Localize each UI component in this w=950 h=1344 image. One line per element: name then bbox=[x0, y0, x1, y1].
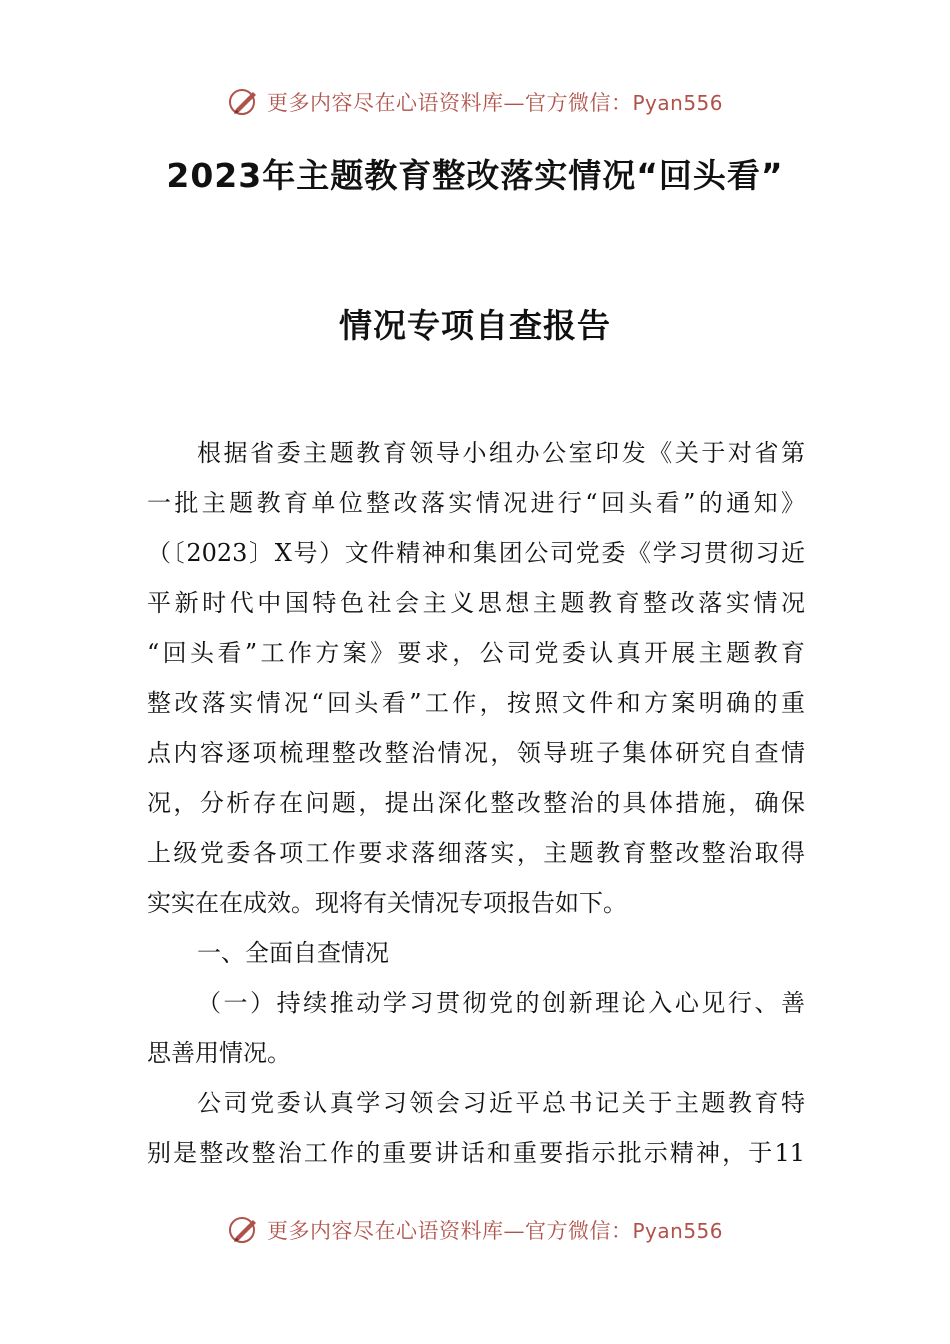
body-line: （〔2023〕X号）文件精神和集团公司党委《学习贯彻习近 bbox=[147, 539, 805, 567]
body-line: 平新时代中国特色社会主义思想主题教育整改落实情况 bbox=[147, 589, 805, 617]
body-line: 公司党委认真学习领会习近平总书记关于主题教育特 bbox=[197, 1089, 805, 1117]
watermark-id: Pyan556 bbox=[632, 91, 723, 115]
pen-logo-icon bbox=[227, 85, 261, 119]
document-body bbox=[147, 428, 805, 1178]
body-line: 整改落实情况“回头看”工作，按照文件和方案明确的重 bbox=[147, 689, 805, 717]
subsection-heading: （一）持续推动学习贯彻党的创新理论入心见行、善 bbox=[197, 989, 805, 1017]
document-title-line1: 2023年主题教育整改落实情况“回头看” bbox=[166, 156, 784, 195]
pen-logo-icon bbox=[227, 1213, 261, 1247]
watermark-header bbox=[0, 82, 950, 122]
body-line: 上级党委各项工作要求落细落实，主题教育整改整治取得 bbox=[147, 839, 805, 867]
body-line: 思善用情况。 bbox=[147, 1039, 291, 1067]
body-line: 一批主题教育单位整改落实情况进行“回头看”的通知》 bbox=[147, 489, 805, 517]
body-line: 点内容逐项梳理整改整治情况，领导班子集体研究自查情 bbox=[147, 739, 805, 767]
body-line: 根据省委主题教育领导小组办公室印发《关于对省第 bbox=[197, 439, 805, 467]
watermark-id: Pyan556 bbox=[632, 1219, 723, 1243]
body-line: 实实在在成效。现将有关情况专项报告如下。 bbox=[147, 889, 627, 917]
watermark-text: 更多内容尽在心语资料库—官方微信：Pyan556 bbox=[266, 1219, 723, 1243]
section-heading: 一、全面自查情况 bbox=[197, 939, 389, 967]
watermark-footer bbox=[0, 1210, 950, 1250]
body-line: 别是整改整治工作的重要讲话和重要指示批示精神，于11 bbox=[147, 1139, 805, 1167]
document-title-line2: 情况专项自查报告 bbox=[339, 306, 611, 345]
body-line: “回头看”工作方案》要求，公司党委认真开展主题教育 bbox=[147, 639, 805, 667]
body-line: 况，分析存在问题，提出深化整改整治的具体措施，确保 bbox=[147, 789, 805, 817]
watermark-text: 更多内容尽在心语资料库—官方微信：Pyan556 bbox=[266, 91, 723, 115]
